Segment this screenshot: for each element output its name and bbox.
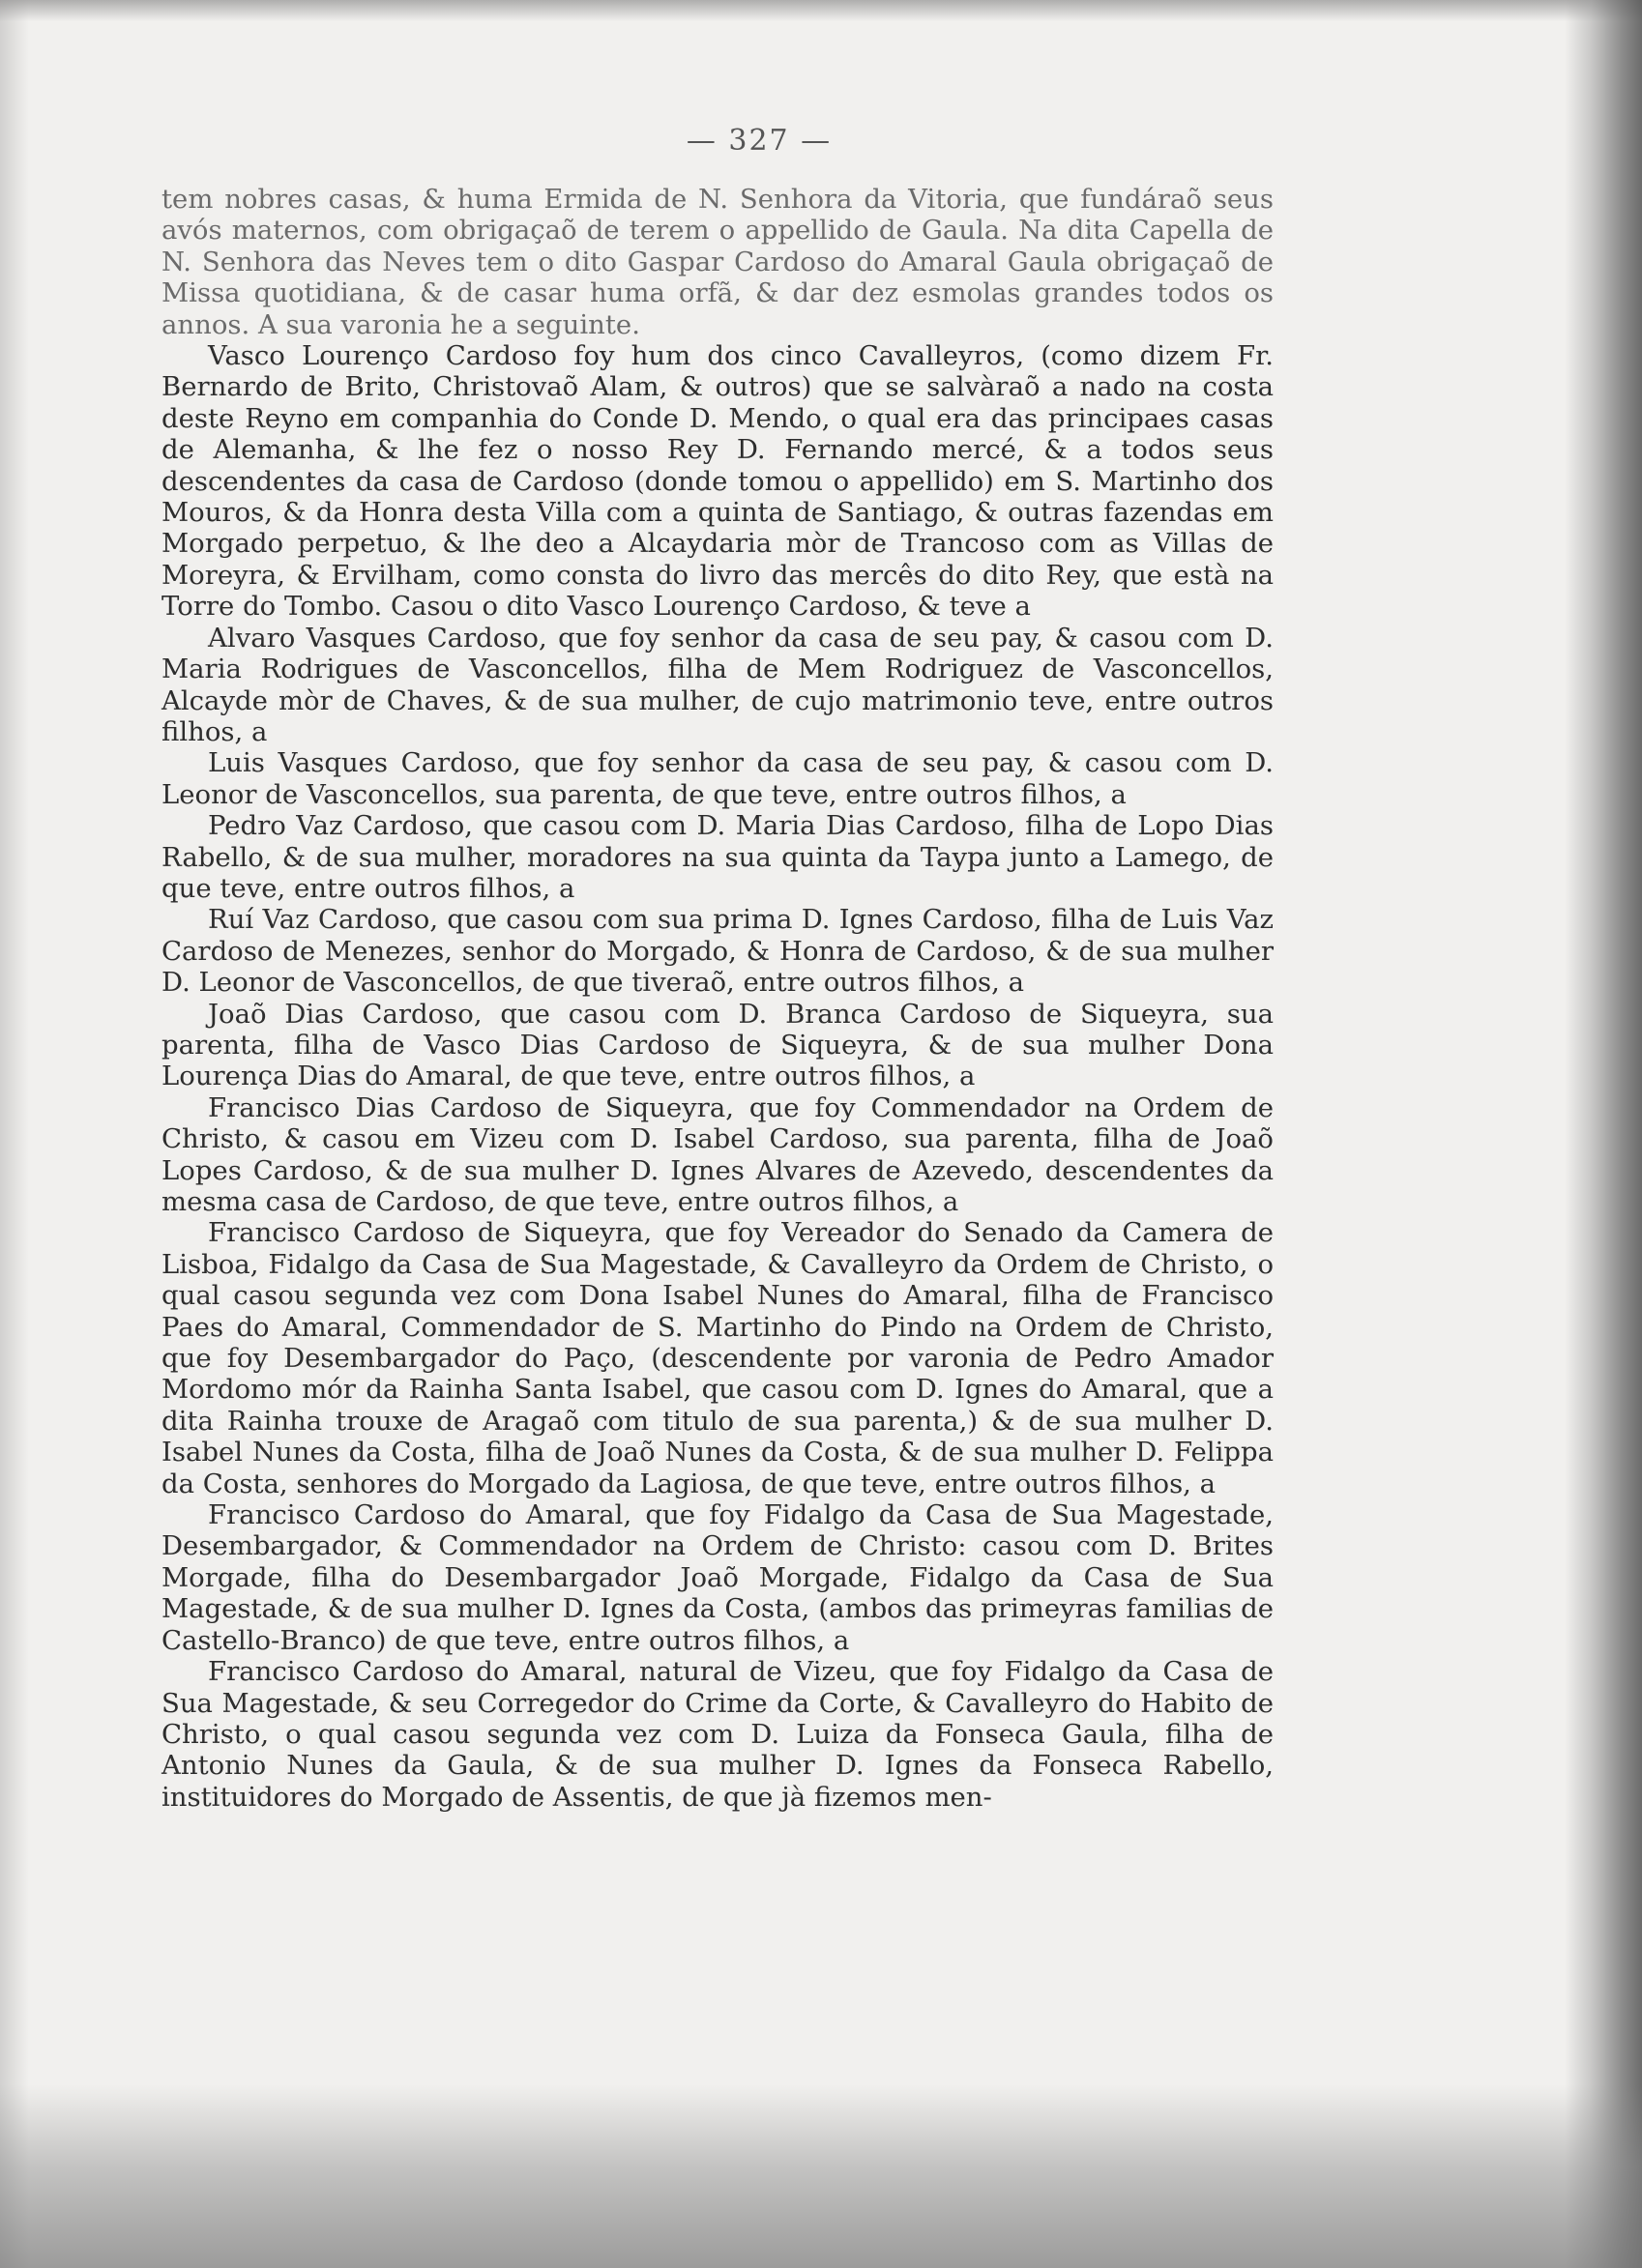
paragraph-7: Joaõ Dias Cardoso, que casou com D. Branca Cardoso de Siqueyra, sua parenta, filha de Vasco Dias Cardoso de Siqueyra, & de sua mulher Dona Lourença Dias do Amaral, de que teve, entre outros filhos, a (161, 998, 1274, 1092)
paragraph-5: Pedro Vaz Cardoso, que casou com D. Maria Dias Cardoso, filha de Lopo Dias Rabello, & de sua mulher, moradores na sua quinta da Taypa junto a Lamego, de que teve, entre outros filhos, a (161, 810, 1274, 904)
scan-shadow-top (0, 0, 1642, 21)
paragraph-2: Vasco Lourenço Cardoso foy hum dos cinco Cavalleyros, (como dizem Fr. Bernardo de Brito, Christovaõ Alam, & outros) que se salvàraõ a nado na costa deste Reyno em companhia do Conde D. Mendo, o qual era das principaes casas de Alemanha, & lhe fez o nosso Rey D. Fernando mercé, & a todos seus descendentes da casa de Cardoso (donde tomou o appellido) em S. Martinho dos Mouros, & da Honra desta Villa com a quinta de Santiago, & outras fazendas em Morgado perpetuo, & lhe deo a Alcaydaria mòr de Trancoso com as Villas de Moreyra, & Ervilham, como consta do livro das mercês do dito Rey, que està na Torre do Tombo. Casou o dito Vasco Lourenço Cardoso, & teve a (161, 340, 1274, 623)
paragraph-4: Luis Vasques Cardoso, que foy senhor da casa de seu pay, & casou com D. Leonor de Vasconcellos, sua parenta, de que teve, entre outros filhos, a (161, 747, 1274, 810)
paragraph-8: Francisco Dias Cardoso de Siqueyra, que foy Commendador na Ordem de Christo, & casou em Vizeu com D. Isabel Cardoso, sua parenta, filha de Joaõ Lopes Cardoso, & de sua mulher D. Ignes Alvares de Azevedo, descendentes da mesma casa de Cardoso, de que teve, entre outros filhos, a (161, 1091, 1274, 1217)
page-number: — 327 — (686, 124, 833, 158)
page-body (161, 184, 1274, 1813)
scan-shadow-left (0, 0, 29, 2268)
paragraph-3: Alvaro Vasques Cardoso, que foy senhor da casa de seu pay, & casou com D. Maria Rodrigues de Vasconcellos, filha de Mem Rodriguez de Vasconcellos, Alcayde mòr de Chaves, & de sua mulher, de cujo matrimonio teve, entre outros filhos, a (161, 622, 1274, 747)
paragraph-9: Francisco Cardoso de Siqueyra, que foy Vereador do Senado da Camera de Lisboa, Fidalgo da Casa de Sua Magestade, & Cavalleyro da Ordem de Christo, o qual casou segunda vez com Dona Isabel Nunes do Amaral, filha de Francisco Paes do Amaral, Commendador de S. Martinho do Pindo na Ordem de Christo, que foy Desembargador do Paço, (descendente por varonia de Pedro Amador Mordomo mór da Rainha Santa Isabel, que casou com D. Ignes do Amaral, que a dita Rainha trouxe de Aragaõ com titulo de sua parenta,) & de sua mulher D. Isabel Nunes da Costa, filha de Joaõ Nunes da Costa, & de sua mulher D. Felippa da Costa, senhores do Morgado da Lagiosa, de que teve, entre outros filhos, a (161, 1217, 1274, 1499)
scan-shadow-right (1565, 0, 1642, 2268)
paragraph-6: Ruí Vaz Cardoso, que casou com sua prima D. Ignes Cardoso, filha de Luis Vaz Cardoso de Menezes, senhor do Morgado, & Honra de Cardoso, & de sua mulher D. Leonor de Vasconcellos, de que tiveraõ, entre outros filhos, a (161, 904, 1274, 999)
paragraph-1: tem nobres casas, & huma Ermida de N. Senhora da Vitoria, que fundáraõ seus avós maternos, com obrigaçaõ de terem o appellido de Gaula. Na dita Capella de N. Senhora das Neves tem o dito Gaspar Cardoso do Amaral Gaula obrigaçaõ de Missa quotidiana, & de casar huma orfã, & dar dez esmolas grandes todos os annos. A sua varonia he a seguinte. (161, 184, 1274, 340)
paragraph-10: Francisco Cardoso do Amaral, que foy Fidalgo da Casa de Sua Magestade, Desembargador, & Commendador na Ordem de Christo: casou com D. Brites Morgade, filha do Desembargador Joaõ Morgade, Fidalgo da Casa de Sua Magestade, & de sua mulher D. Ignes da Costa, (ambos das primeyras familias de Castello-Branco) de que teve, entre outros filhos, a (161, 1499, 1274, 1656)
scan-shadow-bottom (0, 2084, 1642, 2268)
paragraph-11: Francisco Cardoso do Amaral, natural de Vizeu, que foy Fidalgo da Casa de Sua Magestade, & seu Corregedor do Crime da Corte, & Cavalleyro do Habito de Christo, o qual casou segunda vez com D. Luiza da Fonseca Gaula, filha de Antonio Nunes da Gaula, & de sua mulher D. Ignes da Fonseca Rabello, instituidores do Morgado de Assentis, de que jà fizemos men- (161, 1656, 1274, 1813)
